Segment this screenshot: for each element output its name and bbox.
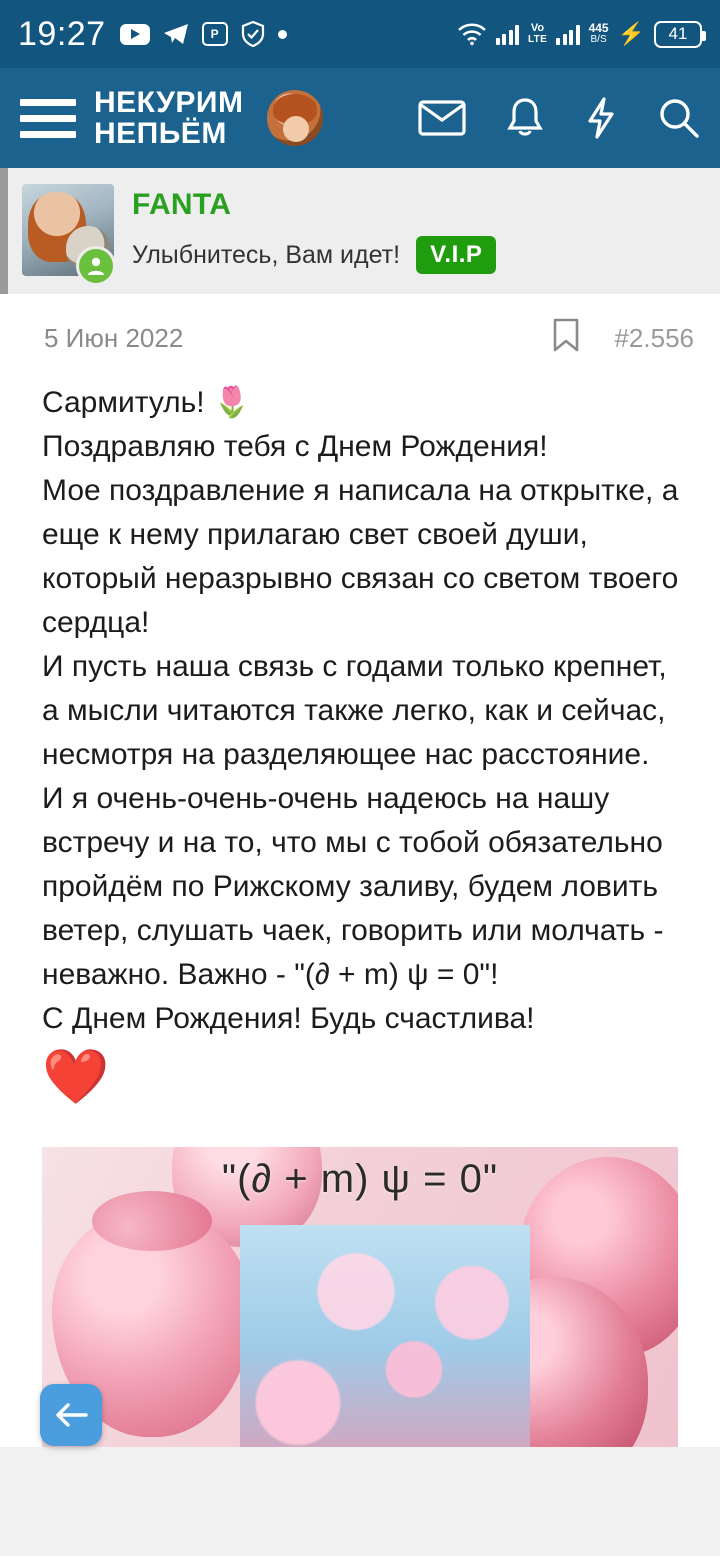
post-line: С Днем Рождения! Будь счастлива! bbox=[42, 1002, 535, 1035]
bell-icon[interactable] bbox=[506, 97, 544, 139]
post-line: Мое поздравление я написала на открытке, а еще к нему прилагаю свет своей души, который неразрывно связан со светом твоего сердца! bbox=[42, 474, 679, 639]
telegram-icon bbox=[163, 22, 189, 46]
post-line: И я очень-очень-очень надеюсь на нашу встречу и на то, что мы с тобой обязательно пройдём по Рижскому заливу, будем ловить ветер, слушать чаек, говорить или молчать - неважно. Важно - "(∂ + m) ψ = 0"! bbox=[42, 782, 664, 991]
post-line: Поздравляю тебя с Днем Рождения! bbox=[42, 430, 548, 463]
author-info bbox=[132, 184, 496, 276]
signal-bars-icon-2 bbox=[556, 23, 580, 45]
post-text bbox=[0, 375, 720, 1107]
wifi-icon bbox=[457, 22, 487, 46]
heart-emoji: ❤️ bbox=[42, 1047, 110, 1107]
brand-line-1: НЕКУРИМ bbox=[94, 86, 244, 119]
post-meta bbox=[0, 294, 720, 375]
brand-line-2: НЕПЬЁМ bbox=[94, 117, 227, 150]
post-line: И пусть наша связь с годами только крепнет, а мысли читаются также легко, как и сейчас, несмотря на разделяющее нас расстояние. bbox=[42, 650, 667, 771]
post-attachment-image[interactable] bbox=[42, 1147, 678, 1447]
post-number: #2.556 bbox=[614, 323, 694, 353]
author-name[interactable]: FANTA bbox=[132, 188, 232, 221]
signal-bars-icon-1 bbox=[496, 23, 520, 45]
youtube-icon bbox=[120, 24, 150, 45]
network-speed-indicator: 445 B/S bbox=[588, 21, 609, 45]
post-body bbox=[0, 294, 720, 1447]
lightning-icon[interactable] bbox=[584, 97, 618, 139]
status-clock: 19:27 bbox=[18, 14, 106, 53]
attachment-caption: "(∂ + m) ψ = 0" bbox=[221, 1157, 499, 1201]
status-bar bbox=[0, 0, 720, 68]
search-icon[interactable] bbox=[658, 97, 700, 139]
author-status-line bbox=[132, 236, 496, 274]
post-author-header bbox=[0, 168, 720, 294]
app-bar bbox=[0, 68, 720, 168]
post-line: Сармитуль! 🌷 bbox=[42, 386, 251, 419]
battery-indicator: 41 bbox=[654, 21, 702, 48]
mail-icon[interactable] bbox=[418, 99, 466, 137]
inner-photo bbox=[240, 1225, 530, 1447]
author-status-text: Улыбнитесь, Вам идет! bbox=[132, 240, 401, 269]
hamburger-icon[interactable] bbox=[20, 99, 76, 138]
app-bar-actions bbox=[418, 97, 700, 139]
author-avatar-wrapper[interactable] bbox=[22, 184, 114, 276]
page-content bbox=[0, 168, 720, 1556]
status-notification-icons bbox=[120, 21, 287, 47]
site-brand[interactable] bbox=[94, 87, 243, 149]
volte-icon: Vo LTE bbox=[528, 22, 548, 45]
dot-icon bbox=[278, 30, 287, 39]
back-button[interactable] bbox=[40, 1384, 102, 1446]
charging-bolt-icon: ⚡ bbox=[617, 21, 645, 46]
online-user-icon bbox=[76, 246, 116, 286]
bookmark-icon[interactable] bbox=[552, 318, 580, 359]
app-badge-icon: P bbox=[202, 22, 228, 46]
post-date: 5 Июн 2022 bbox=[44, 323, 184, 353]
avatar[interactable] bbox=[267, 90, 323, 146]
shield-icon bbox=[241, 21, 265, 47]
arrow-left-icon bbox=[54, 1400, 88, 1430]
status-system-icons bbox=[457, 21, 702, 48]
status-badge: V.I.P bbox=[416, 236, 496, 274]
